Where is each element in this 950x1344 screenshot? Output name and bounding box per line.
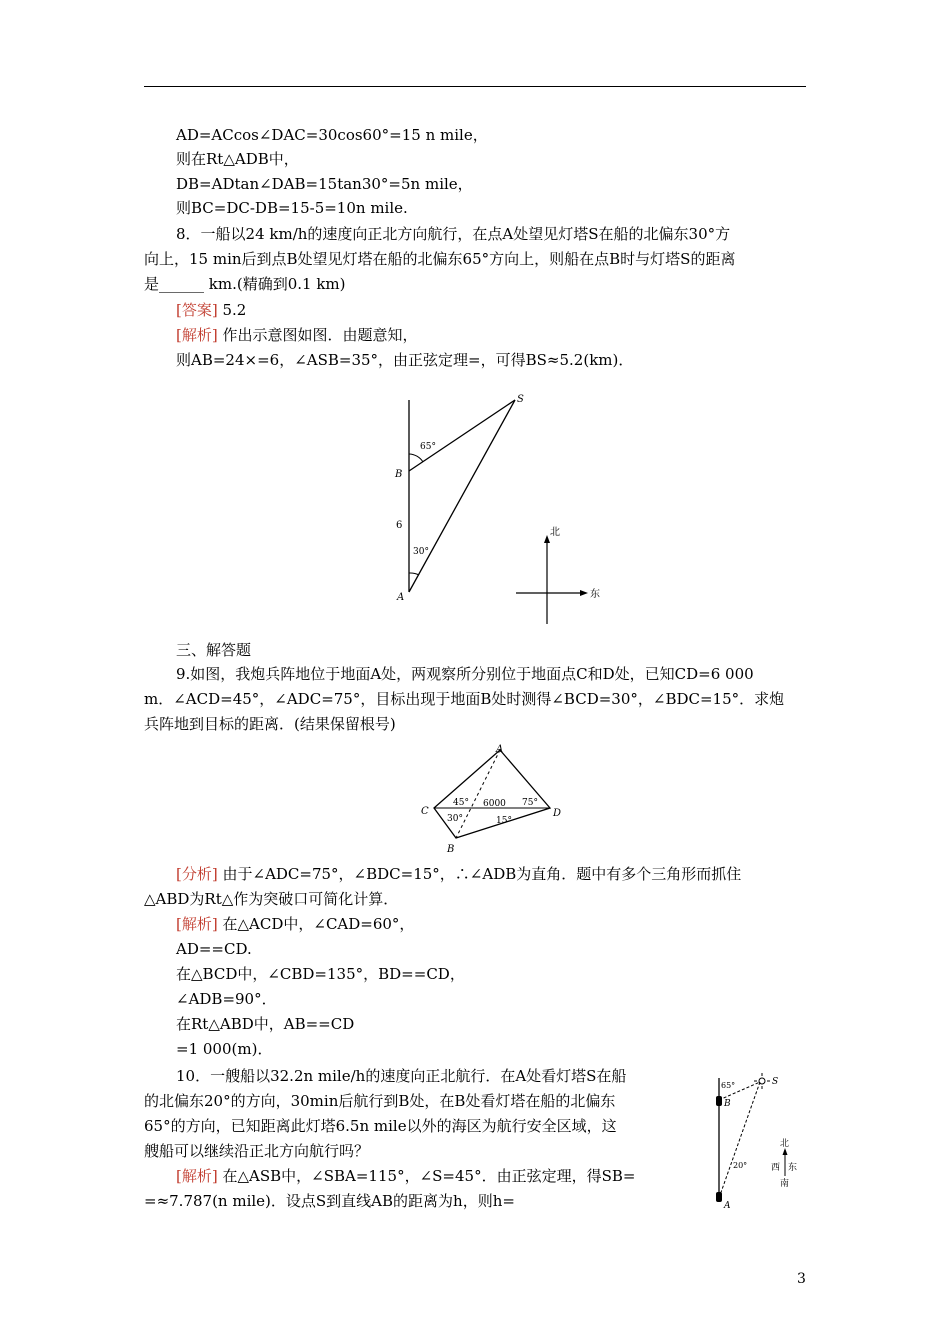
segment-ab-dashed — [456, 750, 500, 838]
page-number: 3 — [797, 1271, 806, 1287]
label-75: 75° — [522, 798, 538, 808]
text-line: AD=ACcos∠DAC=30cos60°=15 n mile， — [176, 126, 488, 144]
question-9-line-2: m．∠ACD=45°，∠ADC=75°，目标出现于地面B处时测得∠BCD=30°，∠BDC=15°．求炮 — [144, 690, 785, 708]
analysis-tag: [解析] — [176, 326, 218, 344]
compass-north-arrow — [783, 1148, 788, 1155]
label-west: 西 — [771, 1163, 781, 1173]
label-6000: 6000 — [483, 799, 506, 809]
solution-step: ∠ADB=90°． — [176, 990, 277, 1008]
question-10-line-1: 10．一艘船以32.2n mile/h的速度向正北航行．在A处看灯塔S在船 — [176, 1067, 627, 1085]
label-a: A — [724, 1201, 731, 1211]
answer-line — [176, 300, 246, 320]
angle-arc-65 — [409, 454, 423, 462]
analysis-line — [176, 864, 741, 884]
label-s: S — [517, 394, 524, 405]
segment-as — [409, 400, 515, 592]
label-south: 南 — [780, 1179, 790, 1189]
analysis-8-line — [176, 325, 418, 345]
question-8-line-3: 是______ km.(精确到0.1 km) — [144, 275, 346, 293]
angle-arc-30 — [409, 573, 419, 575]
text-line: 则在Rt△ADB中， — [176, 150, 299, 168]
figure-artillery — [418, 744, 568, 854]
label-north: 北 — [550, 527, 560, 538]
solution-step: 在Rt△ABD中，AB==CD — [176, 1015, 355, 1033]
label-65: 65° — [420, 442, 436, 452]
label-15: 15° — [496, 816, 512, 826]
question-8-line-2: 向上，15 min后到点B处望见灯塔在船的北偏东65°方向上，则船在点B时与灯塔S的距离 — [144, 250, 736, 268]
solution-tag: [解析] — [176, 1167, 218, 1185]
solution-step: AD==CD. — [176, 940, 252, 958]
question-10-line-4: 艘船可以继续沿正北方向航行吗？ — [144, 1142, 370, 1160]
analysis-text: 由于∠ADC=75°，∠BDC=15°，∴∠ADB为直角．题中有多个三角形而抓住 — [222, 865, 742, 883]
label-65: 65° — [721, 1081, 736, 1090]
analysis-text: 作出示意图如图．由题意知， — [222, 326, 418, 344]
label-30: 30° — [447, 814, 463, 824]
answer-tag: [答案] — [176, 301, 218, 319]
quadrilateral-acbd — [434, 750, 550, 838]
label-d: D — [553, 808, 562, 819]
analysis-8-line-2: 则AB=24×=6，∠ASB=35°，由正弦定理=，可得BS≈5.2(km)． — [176, 351, 634, 369]
solution-text: 在△ACD中，∠CAD=60°， — [222, 915, 415, 933]
solution-10-line — [176, 1166, 635, 1186]
question-9-line-1: 9.如图，我炮兵阵地位于地面A处，两观察所分别位于地面点C和D处，已知CD=6 000 — [176, 665, 754, 683]
solution-step: 在△BCD中，∠CBD=135°，BD==CD， — [176, 965, 465, 983]
label-east: 东 — [590, 589, 600, 600]
compass-east-arrow — [580, 590, 588, 596]
lighthouse-icon — [754, 1073, 770, 1089]
solution-text: 在△ASB中，∠SBA=115°，∠S=45°．由正弦定理，得SB= — [222, 1167, 636, 1185]
label-north: 北 — [780, 1139, 790, 1149]
solution-9-line — [176, 914, 414, 934]
label-a: A — [397, 592, 405, 603]
question-8-line-1: 8．一船以24 km/h的速度向正北方向航行，在点A处望见灯塔S在船的北偏东30°方 — [176, 225, 731, 243]
header-rule — [144, 86, 806, 87]
question-10-line-3: 65°的方向，已知距离此灯塔6.5n mile以外的海区为航行安全区域，这 — [144, 1117, 617, 1135]
ship-a-icon — [716, 1192, 722, 1202]
label-b: B — [724, 1099, 731, 1109]
label-c: C — [421, 806, 429, 817]
label-b: B — [447, 844, 455, 854]
figure-ship-northbound — [708, 1070, 808, 1215]
text-line: DB=ADtan∠DAB=15tan30°=5n mile， — [176, 175, 473, 193]
analysis-tag: [分析] — [176, 865, 218, 883]
analysis-line-2: △ABD为Rt△作为突破口可简化计算． — [144, 890, 399, 908]
label-s: S — [772, 1077, 779, 1087]
label-east: 东 — [788, 1163, 798, 1173]
label-b: B — [395, 469, 403, 480]
label-20: 20° — [733, 1161, 748, 1170]
question-10-line-2: 的北偏东20°的方向，30min后航行到B处，在B处看灯塔在船的北偏东 — [144, 1092, 616, 1110]
label-length-6: 6 — [396, 520, 403, 531]
text-line: 则BC=DC-DB=15-5=10n mile. — [176, 199, 408, 217]
solution-10-line-2: =≈7.787(n mile)．设点S到直线AB的距离为h，则h= — [144, 1192, 515, 1210]
label-45: 45° — [453, 798, 469, 808]
label-a: A — [496, 744, 504, 755]
solution-tag: [解析] — [176, 915, 218, 933]
ship-b-icon — [716, 1096, 722, 1106]
section-heading: 三、解答题 — [176, 641, 252, 659]
answer-value: 5.2 — [222, 301, 247, 319]
question-9-line-3: 兵阵地到目标的距离．(结果保留根号) — [144, 715, 396, 733]
segment-bs — [409, 400, 515, 471]
label-30: 30° — [413, 547, 429, 557]
solution-step: =1 000(m)． — [176, 1040, 273, 1058]
figure-ship-lighthouse — [392, 392, 612, 632]
